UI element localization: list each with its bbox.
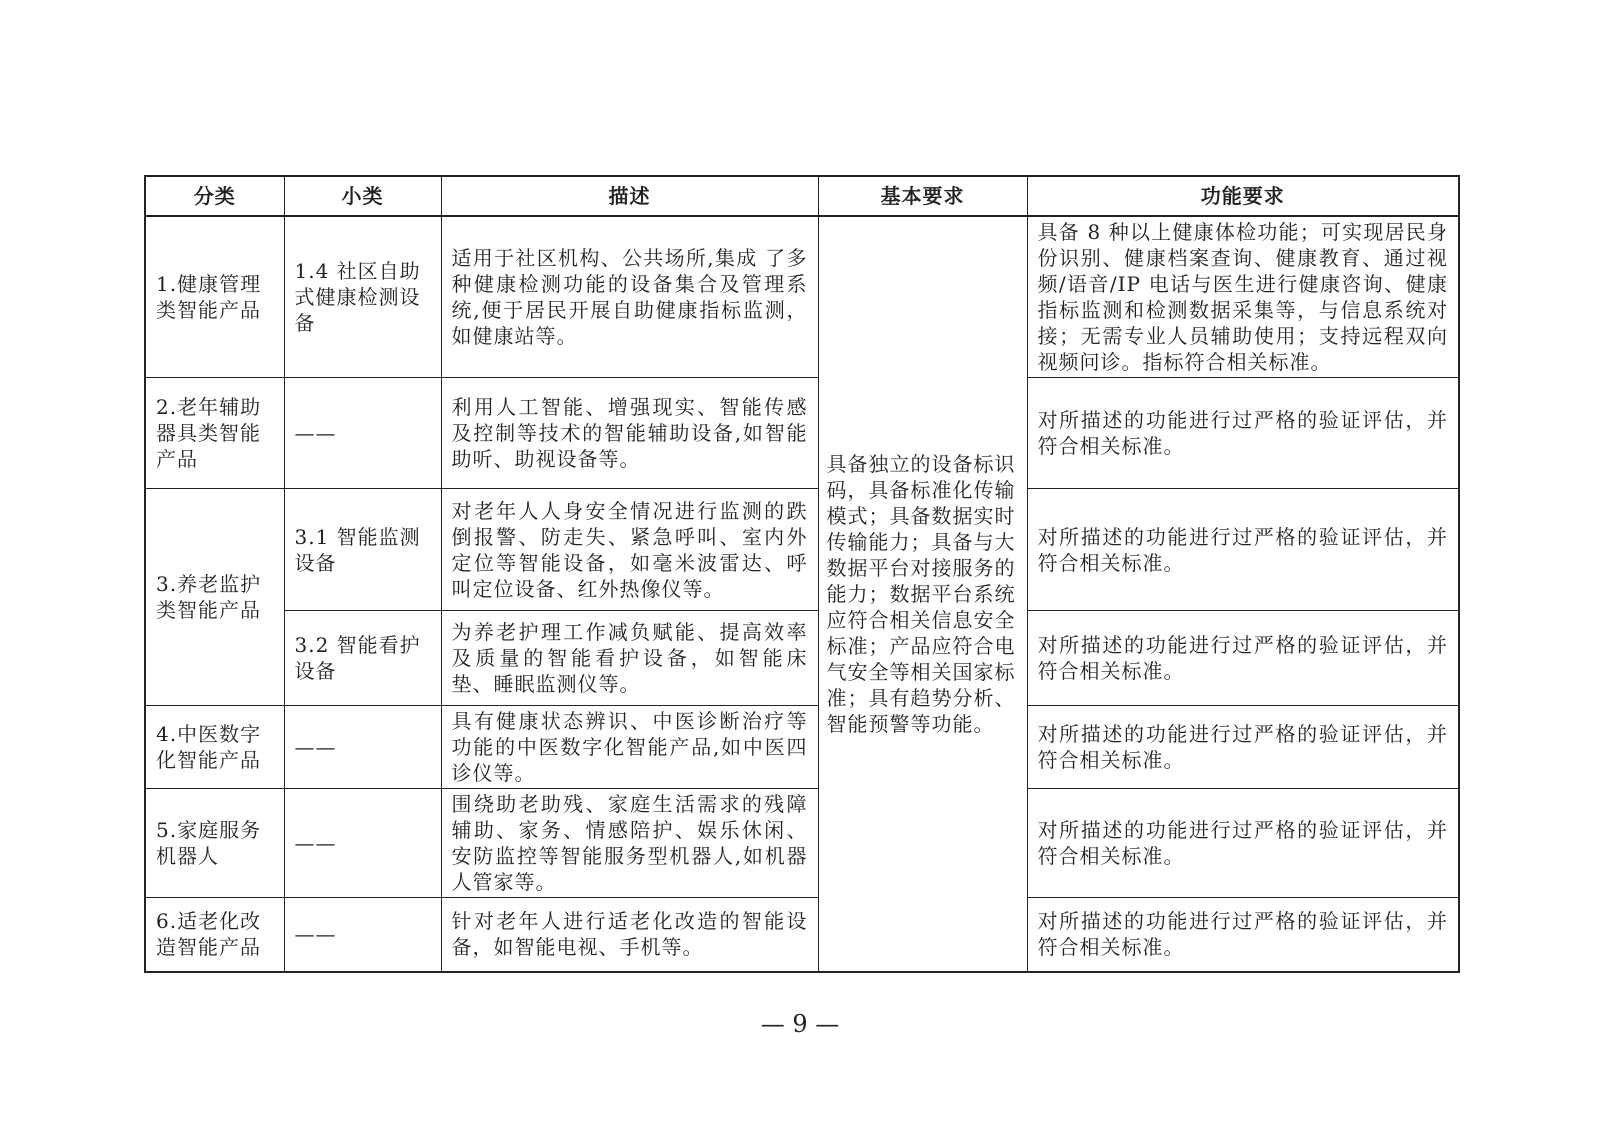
basic-requirement-cell: 具备独立的设备标识码，具备标准化传输模式；具备数据实时传输能力；具备与大数据平台对接服务的能力；数据平台系统应符合相关信息安全标准；产品应符合电气安全等相关国家标准；具有趋势分析、智能预警等功能。 (818, 216, 1027, 972)
table-row (145, 216, 1459, 378)
table-row (145, 489, 1459, 611)
table-row (145, 378, 1459, 489)
subcategory-cell: —— (284, 898, 441, 972)
subcategory-cell: —— (284, 789, 441, 898)
product-requirements-table (144, 175, 1460, 973)
page-number: — 9 — (760, 1010, 840, 1038)
description-cell: 具有健康状态辨识、中医诊断治疗等功能的中医数字化智能产品,如中医四诊仪等。 (441, 706, 818, 789)
function-requirement-cell: 对所描述的功能进行过严格的验证评估，并符合相关标准。 (1027, 611, 1459, 706)
subcategory-cell: —— (284, 378, 441, 489)
category-cell: 1.健康管理类智能产品 (145, 216, 284, 378)
header-subcategory: 小类 (284, 176, 441, 216)
description-cell: 围绕助老助残、家庭生活需求的残障辅助、家务、情感陪护、娱乐休闲、安防监控等智能服务型机器人,如机器人管家等。 (441, 789, 818, 898)
description-cell: 针对老年人进行适老化改造的智能设备，如智能电视、手机等。 (441, 898, 818, 972)
description-cell: 适用于社区机构、公共场所,集成 了多种健康检测功能的设备集合及管理系统,便于居民开展自助健康指标监测，如健康站等。 (441, 216, 818, 378)
header-category: 分类 (145, 176, 284, 216)
subcategory-cell: —— (284, 706, 441, 789)
header-function-requirement: 功能要求 (1027, 176, 1459, 216)
header-description: 描述 (441, 176, 818, 216)
description-cell: 对老年人人身安全情况进行监测的跌倒报警、防走失、紧急呼叫、室内外定位等智能设备，如毫米波雷达、呼叫定位设备、红外热像仪等。 (441, 489, 818, 611)
description-cell: 为养老护理工作减负赋能、提高效率及质量的智能看护设备，如智能床垫、睡眠监测仪等。 (441, 611, 818, 706)
function-requirement-cell: 对所描述的功能进行过严格的验证评估，并符合相关标准。 (1027, 706, 1459, 789)
table-header-row (145, 176, 1459, 216)
subcategory-cell: 1.4 社区自助式健康检测设备 (284, 216, 441, 378)
table-row (145, 706, 1459, 789)
table-row (145, 611, 1459, 706)
table-row (145, 898, 1459, 972)
function-requirement-cell: 对所描述的功能进行过严格的验证评估，并符合相关标准。 (1027, 489, 1459, 611)
table-row (145, 789, 1459, 898)
function-requirement-cell: 对所描述的功能进行过严格的验证评估，并符合相关标准。 (1027, 789, 1459, 898)
category-cell: 3.养老监护类智能产品 (145, 489, 284, 706)
category-cell: 2.老年辅助器具类智能产品 (145, 378, 284, 489)
category-cell: 5.家庭服务机器人 (145, 789, 284, 898)
function-requirement-cell: 对所描述的功能进行过严格的验证评估，并符合相关标准。 (1027, 378, 1459, 489)
category-cell: 4.中医数字化智能产品 (145, 706, 284, 789)
header-basic-requirement: 基本要求 (818, 176, 1027, 216)
subcategory-cell: 3.2 智能看护设备 (284, 611, 441, 706)
description-cell: 利用人工智能、增强现实、智能传感及控制等技术的智能辅助设备,如智能助听、助视设备等。 (441, 378, 818, 489)
function-requirement-cell: 具备 8 种以上健康体检功能；可实现居民身份识别、健康档案查询、健康教育、通过视频/语音/IP 电话与医生进行健康咨询、健康指标监测和检测数据采集等，与信息系统对接；无需专业人员辅助使用；支持远程双向视频问诊。指标符合相关标准。 (1027, 216, 1459, 378)
subcategory-cell: 3.1 智能监测设备 (284, 489, 441, 611)
category-cell: 6.适老化改造智能产品 (145, 898, 284, 972)
function-requirement-cell: 对所描述的功能进行过严格的验证评估，并符合相关标准。 (1027, 898, 1459, 972)
